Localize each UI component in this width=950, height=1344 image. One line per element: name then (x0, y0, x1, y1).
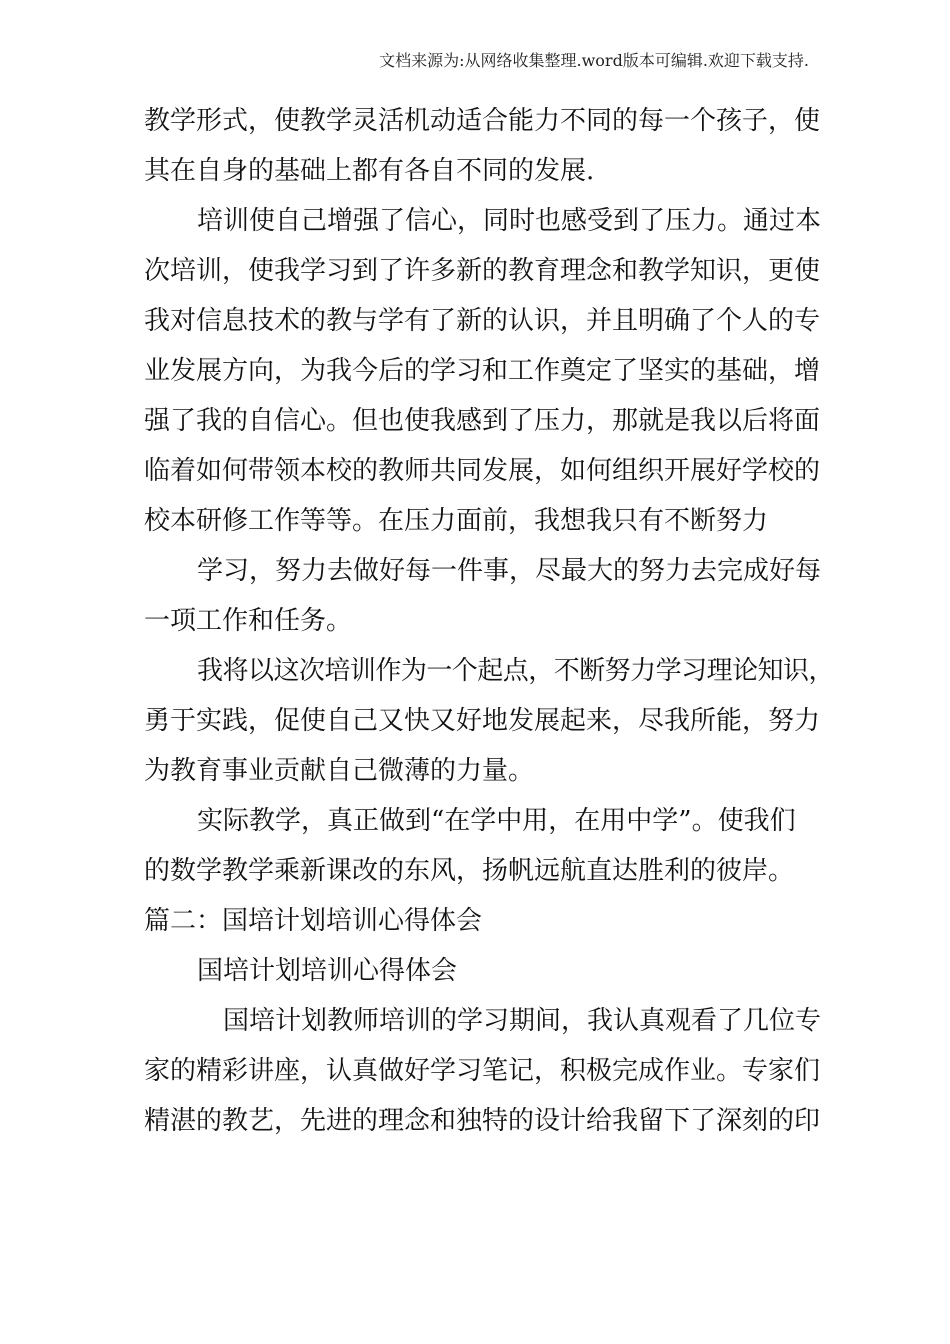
text-line: 篇二：国培计划培训心得体会 (144, 906, 483, 936)
text-line: 一项工作和任务。 (144, 606, 353, 636)
text-line: 业发展方向，为我今后的学习和工作奠定了坚实的基础，增 (144, 356, 821, 386)
text-line: 精湛的教艺，先进的理念和独特的设计给我留下了深刻的印 (144, 1106, 821, 1136)
text-line: 国培计划培训心得体会 (197, 956, 458, 986)
text-line: 学习，努力去做好每一件事，尽最大的努力去完成好每 (197, 556, 822, 586)
text-line: 我将以这次培训作为一个起点，不断努力学习理论知识， (197, 656, 835, 686)
text-line: 国培计划教师培训的学习期间，我认真观看了几位专 (223, 1006, 822, 1036)
text-line: 校本研修工作等等。在压力面前，我想我只有不断努力 (144, 506, 769, 536)
text-line: 的数学教学乘新课改的东风，扬帆远航直达胜利的彼岸。 (144, 856, 795, 886)
text-line: 临着如何带领本校的教师共同发展，如何组织开展好学校的 (144, 456, 821, 486)
text-line: 强了我的自信心。但也使我感到了压力，那就是我以后将面 (144, 406, 821, 436)
text-line: 勇于实践，促使自己又快又好地发展起来，尽我所能，努力 (144, 706, 821, 736)
text-line: 教学形式，使教学灵活机动适合能力不同的每一个孩子，使 (144, 106, 821, 136)
text-line: 实际教学，真正做到“在学中用，在用中学”。使我们 (197, 806, 796, 836)
text-line: 其在自身的基础上都有各自不同的发展. (144, 156, 595, 186)
document-body (144, 96, 835, 1146)
text-line: 为教育事业贡献自己微薄的力量。 (144, 756, 535, 786)
text-line: 家的精彩讲座，认真做好学习笔记，积极完成作业。专家们 (144, 1056, 821, 1086)
text-line: 次培训，使我学习到了许多新的教育理念和教学知识，更使 (144, 256, 821, 286)
document-source-note: 文档来源为:从网络收集整理.word版本可编辑.欢迎下载支持. (379, 51, 809, 70)
text-line: 培训使自己增强了信心，同时也感受到了压力。通过本 (197, 206, 822, 236)
text-line: 我对信息技术的教与学有了新的认识，并且明确了个人的专 (144, 306, 821, 336)
